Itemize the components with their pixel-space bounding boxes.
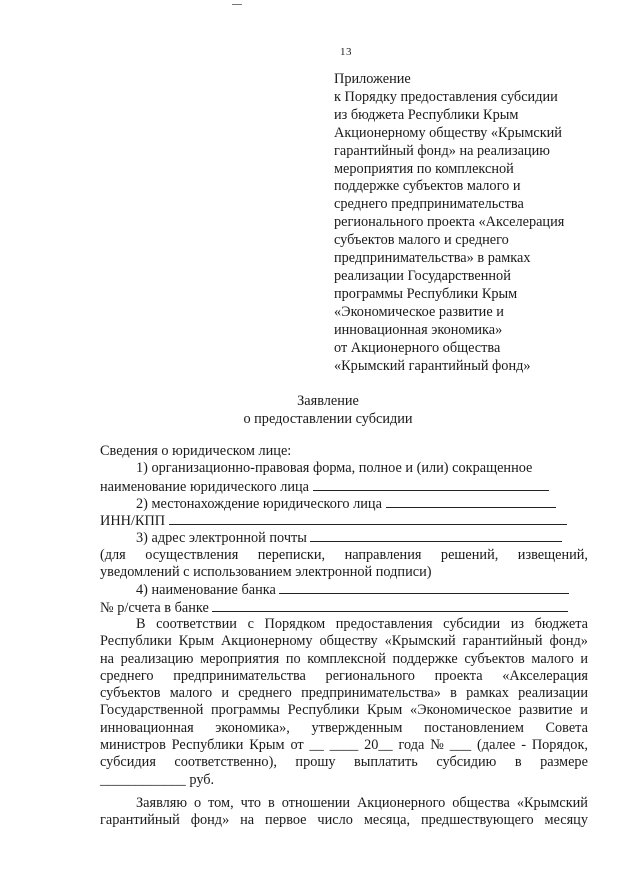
addressee-block — [334, 340, 596, 376]
form-item-3-row — [100, 529, 588, 546]
paragraph-line: Заявляю о том, что в отношении Акционерного общества «Крымский — [136, 794, 588, 811]
form-item-1-row — [100, 478, 588, 495]
paragraph-line: гарантийный фонд» на первое число месяца, предшествующего месяцу — [100, 812, 588, 829]
appendix-line: Приложение — [334, 71, 411, 87]
document-title: Заявление — [297, 393, 359, 409]
appendix-line: из бюджета Республики Крым — [334, 106, 519, 123]
form-item-3-label: 3) адрес электронной почты — [136, 530, 307, 547]
paragraph-line: инновационная экономика», утвержденным постановлением Совета — [100, 719, 588, 736]
paragraph-line: министров Республики Крым от __ ____ 20__ года № ___ (далее - Порядок, — [100, 737, 588, 754]
inn-field[interactable] — [169, 512, 567, 525]
addressee-line: от Акционерного общества — [334, 340, 501, 356]
bank-name-field[interactable] — [279, 581, 569, 594]
account-label: № р/счета в банке — [100, 599, 209, 616]
page-number: 13 — [340, 46, 352, 58]
scan-mark — [232, 4, 242, 5]
appendix-line: гарантийный фонд» на реализацию — [334, 142, 550, 159]
appendix-line: мероприятия по комплексной — [334, 160, 514, 177]
form-item-1-label: 1) организационно-правовая форма, полное и (или) сокращенное — [136, 460, 533, 477]
paragraph-line: Республики Крым Акционерному обществу «Крымский гарантийный фонд» — [100, 633, 588, 650]
appendix-line: среднего предпринимательства — [334, 196, 524, 213]
form-item-4-label: 4) наименование банка — [136, 582, 276, 599]
paragraph-line: среднего предпринимательства регионального проекта «Акселерация — [100, 667, 588, 684]
paragraph-line — [100, 616, 588, 633]
email-note: (для осуществления переписки, направления решений, извещений, — [100, 546, 588, 563]
document-subtitle: о предоставлении субсидии — [243, 411, 413, 427]
appendix-line: Акционерному обществу «Крымский — [334, 124, 562, 141]
location-field[interactable] — [386, 495, 556, 508]
appendix-line: реализации Государственной — [334, 267, 511, 284]
appendix-line: «Экономическое развитие и — [334, 303, 504, 320]
form-body — [100, 443, 588, 830]
paragraph-line: субъектов малого и среднего предпринимательства» в рамках реализации — [100, 685, 588, 702]
paragraph-line: субсидия соответственно), прошу выплатить субсидию в размере — [100, 754, 588, 771]
paragraph-line: на реализацию мероприятия по комплексной поддержке субъектов малого и — [100, 650, 588, 667]
appendix-line: инновационная экономика» — [334, 321, 503, 338]
form-intro: Сведения о юридическом лице: — [100, 443, 292, 459]
form-item-2-row — [100, 495, 588, 512]
paragraph-line: Государственной программы Республики Крым «Экономическое развитие и — [100, 702, 588, 719]
appendix-line: к Порядку предоставления субсидии — [334, 88, 558, 105]
email-field[interactable] — [310, 529, 562, 542]
form-item-2-label: 2) местонахождение юридического лица — [136, 495, 382, 512]
account-field[interactable] — [212, 599, 568, 612]
paragraph-text: В соответствии с Порядком предоставления субсидии из бюджета — [136, 615, 588, 632]
appendix-line: субъектов малого и среднего — [334, 232, 509, 249]
form-item-4-row — [100, 581, 588, 598]
appendix-line: поддержке субъектов малого и — [334, 178, 521, 195]
appendix-line: программы Республики Крым — [334, 285, 518, 302]
appendix-block — [334, 71, 596, 340]
inn-label: ИНН/КПП — [100, 513, 166, 530]
org-name-field[interactable] — [313, 478, 549, 491]
inn-row — [100, 512, 588, 529]
appendix-line: регионального проекта «Акселерация — [334, 214, 565, 231]
paragraph-line: ____________ руб. — [100, 771, 215, 788]
appendix-line: предпринимательства» в рамках — [334, 250, 531, 267]
account-row — [100, 599, 588, 616]
email-note-line — [100, 547, 588, 564]
email-note-cont: уведомлений с использованием электронной подписи) — [100, 564, 432, 581]
addressee-line: «Крымский гарантийный фонд» — [334, 357, 531, 374]
form-item-1-label-cont: наименование юридического лица — [100, 478, 309, 495]
